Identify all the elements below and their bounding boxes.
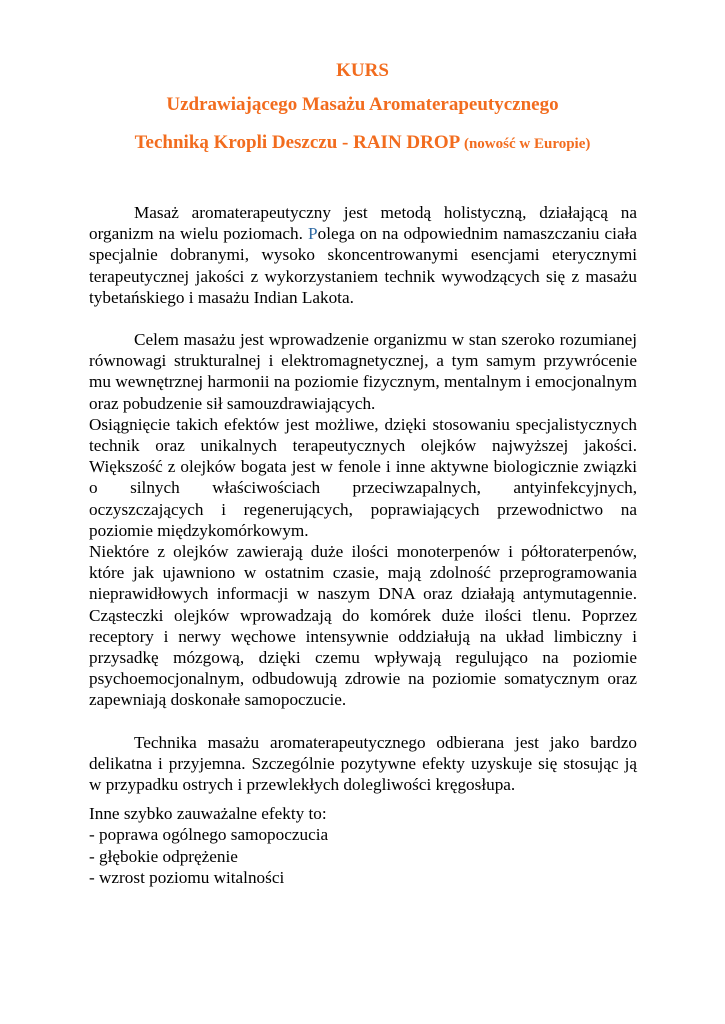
paragraph-technique: Technika masażu aromaterapeutycznego odbierana jest jako bardzo delikatna i przyjemna. Szczególnie pozytywne efekty uzyskuje się stosując ją w przypadku ostrych i przewlekłych dolegliwości kręgosłupa. <box>89 732 637 795</box>
list-item: - poprawa ogólnego samopoczucia <box>89 825 329 845</box>
paragraph-effects: Osiągnięcie takich efektów jest możliwe, dzięki stosowaniu specjalistycznych technik oraz unikalnych terapeutycznych olejków najwyższej jakości. Większość z olejków bogata jest w fenole i inne aktywne biologicznie związki o silnych właściwościach przeciwzapalnych, antyinfekcyjnych, oczyszczających i regenerujących, poprawiających przewodnictwo na poziomie międzykomórkowym. <box>89 414 637 540</box>
paragraph-goal: Celem masażu jest wprowadzenie organizmu w stan szeroko rozumianej równowagi strukturalnej i elektromagnetycznej, a tym samym przywrócenie mu wewnętrznej harmonii na poziomie fizycznym, mentalnym i emocjonalnym oraz pobudzenie sił samouzdrawiających. <box>89 330 637 413</box>
effects-list <box>89 824 637 888</box>
list-item: - głębokie odprężenie <box>89 846 238 866</box>
paragraph-intro-text-a: Masaż aromaterapeutyczny jest metodą holistyczną, działającą na organizm na wielu poziomach. <box>89 203 637 244</box>
course-label: KURS <box>336 60 389 81</box>
course-subtitle <box>0 132 725 155</box>
course-title: Uzdrawiającego Masażu Aromaterapeutycznego <box>166 94 559 115</box>
list-intro: Inne szybko zauważalne efekty to: <box>89 804 327 824</box>
paragraph-oils: Niektóre z olejków zawierają duże ilości monoterpenów i półtoraterpenów, które jak ujawniono w ostatnim czasie, mają zdolność przeprogramowania nieprawidłowych informacji w naszym DNA oraz działają antymutagennie. Cząsteczki olejków wprowadzają do komórek duże ilości tlenu. Poprzez receptory i nerwy węchowe intensywnie oddziałują na układ limbiczny i przysadkę mózgową, dzięki czemu wpływają regulująco na poziomie psychoemocjonalnym, odbudowują zdrowie na poziomie somatycznym oraz zapewniają doskonałe samopoczucie. <box>89 542 637 710</box>
paragraph-intro-accent: P <box>308 224 318 244</box>
document-body <box>89 202 637 888</box>
list-item: - wzrost poziomu witalności <box>89 867 285 887</box>
paragraph-intro-text-b: olega on na odpowiednim namaszczaniu ciała specjalnie dobranymi, wysoko skoncentrowanymi esencjami eterycznymi terapeutycznej jakości z wykorzystaniem technik wywodzących się z masażu tybetańskiego i masażu Indian Lakota. <box>89 224 637 307</box>
course-subtitle-main: Techniką Kropli Deszczu - RAIN DROP <box>134 132 460 153</box>
paragraph-intro <box>89 202 637 308</box>
course-subtitle-note: (nowość w Europie) <box>463 136 591 152</box>
